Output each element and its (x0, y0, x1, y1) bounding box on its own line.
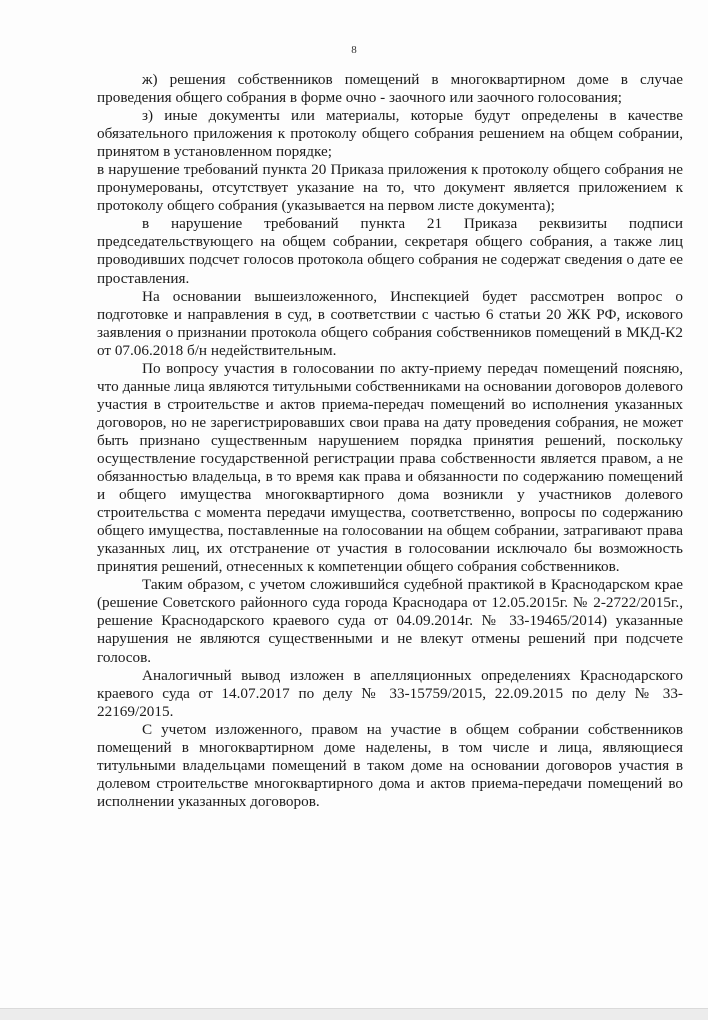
paragraph-voting-participation: По вопросу участия в голосовании по акту-приему передач помещений поясняю, что данные лица являются титульными собственниками на основании договоров долевого участия в строительстве и актов приема-передач помещений во исполнения указанных договоров, но не зарегистрировавших свои права на дату проведения собрания, не может быть признано существенным нарушением порядка принятия решений, поскольку осуществление государственной регистрации права собственности является правом, а не обязанностью владельца, в то время как права и обязанности по содержанию помещений и общего имущества многоквартирного дома возникли у участников долевого строительства с момента передачи имущества, соответственно, вопросы по содержанию общего имущества, поставленные на голосовании на общем собрании, затрагивают права указанных лиц, их отстранение от участия в голосовании исключало бы возможность принятия решений, отнесенных к компетенции общего собрания собственников. (97, 359, 683, 576)
paragraph-conclusion: С учетом изложенного, правом на участие в общем собрании собственников помещений в многоквартирном доме наделены, в том числе и лица, являющиеся титульными владельцами помещений в таком доме на основании договоров участия в долевом строительстве многоквартирного дома и актов приема-передачи помещений во исполнении указанных договоров. (97, 720, 683, 810)
paragraph-court-practice: Таким образом, с учетом сложившийся судебной практикой в Краснодарском крае (решение Советского районного суда города Краснодара от 12.05.2015г. № 2-2722/2015г., решение Краснодарского краевого суда от 04.09.2014г. № 33-19465/2014) указанные нарушения не являются существенными и не влекут отмены решений при подсчете голосов. (97, 576, 683, 666)
paragraph-point-20-violation: в нарушение требований пункта 20 Приказа приложения к протоколу общего собрания не пронумерованы, отсутствует указание на то, что документ является приложением к протоколу общего собрания (указывается на первом листе документа); (97, 161, 683, 215)
paragraph-appeal-rulings: Аналогичный вывод изложен в апелляционных определениях Краснодарского краевого суда от 14.07.2017 по делу № 33-15759/2015, 22.09.2015 по делу № 33-22169/2015. (97, 666, 683, 720)
paragraph-z-other-documents: з) иные документы или материалы, которые будут определены в качестве обязательного приложения к протоколу общего собрания решением на общем собрании, принятом в установленном порядке; (97, 107, 683, 161)
paragraph-point-21-violation: в нарушение требований пункта 21 Приказа реквизиты подписи председательствующего на общем собрании, секретаря общего собрания, а также лиц проводивших подсчет голосов протокола общего собрания не содержат сведения о дате ее проставления. (97, 215, 683, 287)
page-number: 8 (351, 44, 357, 56)
page-bottom-edge (0, 1008, 708, 1020)
paragraph-zh-decisions: ж) решения собственников помещений в многоквартирном доме в случае проведения общего собрания в форме очно - заочного или заочного голосования; (97, 71, 683, 107)
document-body (97, 71, 683, 811)
paragraph-court-claim: На основании вышеизложенного, Инспекцией будет рассмотрен вопрос о подготовке и направления в суд, в соответствии с частью 6 статьи 20 ЖК РФ, искового заявления о признании протокола общего собрания собственников помещений в МКД-К2 от 07.06.2018 б/н недействительным. (97, 287, 683, 359)
